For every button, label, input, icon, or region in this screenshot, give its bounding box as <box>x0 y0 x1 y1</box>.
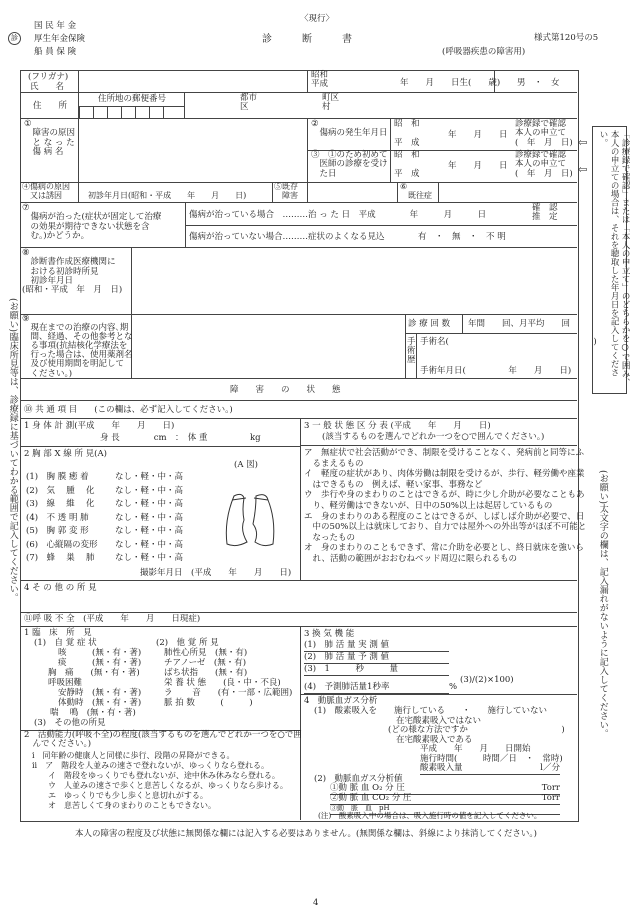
general-status-option[interactable]: エ 身のまわりのある程度のことはできるが、しばしば介助が必要で、日 中の50%以上は就床しており、自力では屋外への外出等がほぼ不可能と なったもの <box>304 511 587 543</box>
cause-label: ④傷病の原因 又は誘因 <box>22 182 70 200</box>
first-visit-label: ③ ①のため初めて 医師の診療を受け た日 <box>311 150 388 179</box>
disability-status-heading: 障 害 の 状 態 <box>230 385 341 395</box>
activity-level-option[interactable]: ウ 人並みの速さで歩くと息苦しくなるが、ゆっくりなら歩ける。 <box>32 781 288 790</box>
insurance-1: 国 民 年 金 <box>34 21 77 31</box>
activity-level-option[interactable]: ii ア 階段を人並みの速さで登れないが、ゆっくりなら登れる。 <box>32 761 270 770</box>
hours-field[interactable]: 施行時間( 時間／日 ・ 常時) <box>420 753 563 764</box>
date-of-birth[interactable]: 年 月 日生( 歳) <box>400 78 501 88</box>
xray-item-label: (3) 線 維 化 <box>26 499 95 509</box>
surgery-name[interactable]: 手術名( ) <box>420 337 597 347</box>
lung-diagram <box>222 490 278 552</box>
onset-date-label: ② 傷病の発生年月日 <box>311 119 388 139</box>
activity-level-option[interactable]: オ 息苦しくて身のまわりのこともできない。 <box>32 801 216 810</box>
flow-unit: l／分 <box>540 763 560 773</box>
xray-heading: 2 胸 部 X 線 所 見(A) <box>24 449 107 459</box>
pao2-label: ①動 脈 血 O₂ 分 圧 <box>330 783 405 793</box>
oxygen-inhalation-options[interactable]: (1) 酸素吸入を 施行している ・ 施行していない <box>314 706 548 716</box>
abg-heading: 4 動脈血ガス分析 <box>304 696 378 706</box>
xray-grade-options[interactable]: なし・軽・中・高 <box>115 526 184 536</box>
confirm-note: 「診療録で確認」または「本人の申立て」のどちらかを○で囲み、本人の申立ての場合は、それを聴取した年月日を記入してください。 <box>598 130 630 387</box>
xray-item-label: (2) 気 腫 化 <box>26 485 95 496</box>
footer-note: 本人の障害の程度及び状態に無関係な欄には記入する必要はありません。(無関係な欄は、斜線により抹消してください。) <box>75 829 537 839</box>
method-field[interactable]: (どの様な方法ですか ) <box>388 725 565 735</box>
existing-disability-label: ⑤既存 障害 <box>274 182 298 200</box>
arrow-left-icon: ⇦ <box>578 163 588 176</box>
paco2-field[interactable] <box>330 794 560 805</box>
subjective-symptom-item[interactable]: 喘 鳴 (無・有・著) <box>50 708 136 718</box>
surgery-history-label: 手 術 歴 <box>407 337 416 365</box>
objective-findings-label: (2) 他 覚 所 見 <box>156 638 219 648</box>
ventilation-heading: 3 換 気 機 能 <box>304 629 355 639</box>
subjective-symptom-item[interactable]: 呼吸困難 <box>48 678 83 688</box>
not-home-oxygen-option[interactable]: 在宅酸素吸入ではない <box>396 715 482 726</box>
paco2-unit: Torr <box>541 793 560 803</box>
ventilation-item[interactable]: (2) 肺 活 量 予 測 値 <box>304 652 449 664</box>
seal-mark: 診 <box>8 32 21 45</box>
xray-figure-label: (A 図) <box>234 460 258 470</box>
xray-grade-options[interactable]: なし・軽・中・高 <box>115 512 184 523</box>
furigana-label: (フリガナ) <box>28 72 69 82</box>
name-label: 氏 名 <box>30 82 65 92</box>
first-visit-confirm-options[interactable]: 診療録で確認 本人の申立て ( 年 月 日) <box>515 150 573 179</box>
page-number: 4 <box>313 898 319 908</box>
activity-level-option[interactable]: イ 階段をゆっくりでも登れないが、途中休み休みなら登れる。 <box>32 771 280 780</box>
initial-visit-date[interactable]: 初診年月日(昭和・平成 年 月 日) <box>88 191 247 200</box>
ventilation-item[interactable]: (3) 1 秒 量 <box>304 664 449 676</box>
cured-question-label: ⑦ 傷病が治った(症状が固定して治療 の効果が期待できない状態を含 む。)かどうか。 <box>22 203 162 242</box>
name-field[interactable] <box>80 72 305 90</box>
form-subtitle: (呼吸器疾患の障害用) <box>442 47 526 57</box>
ph-label: ③動 脈 血 pH <box>330 804 390 812</box>
form-number: 様式第120号の5 <box>534 33 599 43</box>
city-label: 都市 区 <box>240 93 258 113</box>
xray-grade-options[interactable]: なし・軽・中・高 <box>115 539 184 550</box>
first-visit-date[interactable]: 年 月 日 <box>448 161 508 171</box>
respiratory-failure-heading: ⑪呼 吸 不 全 (平成 年 月 日現症) <box>24 614 201 624</box>
arrow-left-icon: ⇦ <box>578 136 588 149</box>
other-findings-label: 4 そ の 他 の 所 見 <box>24 583 97 593</box>
ventilation-item[interactable]: (1) 肺 活 量 実 測 値 <box>304 640 449 652</box>
subjective-symptom-item[interactable]: 安静時 (無・有・著) <box>58 688 142 698</box>
xray-grade-options[interactable]: なし・軽・中・高 <box>115 472 184 482</box>
form-title: 診 断 書 <box>262 34 352 45</box>
cause-disease-label: ① 障害の原因 と な っ た 傷 病 名 <box>24 119 76 158</box>
postal-label: 住所地の郵便番号 <box>98 94 167 104</box>
insurance-2: 厚生年金保険 <box>34 34 86 44</box>
xray-item-label: (6) 心縦隔の変形 <box>26 539 98 550</box>
xray-item-label: (4) 不 透 明 肺 <box>26 512 89 523</box>
paco2-label: ②動 脈 血 CO₂ 分 圧 <box>330 793 412 803</box>
visit-count-label: 診 療 回 数 <box>408 319 451 329</box>
onset-era: 昭 和 平 成 <box>394 119 420 148</box>
activity-level-option[interactable]: i 同年齢の健康人と同様に歩行、段階の昇降ができる。 <box>32 751 235 760</box>
objective-finding-item[interactable]: 脈 拍 数 ( ) <box>164 698 253 708</box>
height-weight[interactable]: 身 長 cm ： 体 重 kg <box>100 433 261 443</box>
confirm-estimate-options[interactable]: 確 認 推 定 <box>532 203 558 223</box>
start-date[interactable]: 平成 年 月 日開始 <box>420 744 531 754</box>
left-request-note: (お願い)臨床所見等は、診療録に基づいてわかる範囲で記入してください。 <box>7 298 18 603</box>
objective-finding-item[interactable]: 肺性心所見 (無・有) <box>164 648 248 658</box>
first-visit-era: 昭 和 平 成 <box>394 150 420 179</box>
era-label: 昭和 平成 <box>311 70 329 90</box>
general-status-option[interactable]: ア 無症状で社会活動ができ、制限を受けることなく、発病前と同等にふ るまえるもの <box>304 448 584 469</box>
past-illness-label: ⑥ 既往症 <box>400 182 432 200</box>
initial-findings-label: ⑧ 診断書作成医療機関に おける初診時所見 初診年月日 (昭和・平成 年 月 日) <box>22 248 123 296</box>
activity-heading: 2 活動能力(呼吸不全)の程度(該当するものを選んでどれか一つを○で囲 んでください。) <box>24 730 302 750</box>
treatment-label: ⑨ 現在までの治療の内容､期 間、経過、その他参考とな る事項(抗結核化学療法を 行った場合は、使用薬剤名 及び使用期間を明記して ください。) <box>22 314 133 379</box>
flow-label: 酸素吸入量 <box>420 763 463 773</box>
abg-note: (注) 酸素吸入中の場合は、吸入施行時の値を記入してください。 <box>318 811 542 820</box>
onset-confirm-options[interactable]: 診療録で確認 本人の申立て ( 年 月 日) <box>515 119 573 148</box>
general-status-option[interactable]: ウ 歩行や身のまわりのことはできるが、時に少し介助が必要なこともあ り、軽労働はできないが、日中の50%以上は起居しているもの <box>304 490 585 512</box>
activity-level-option[interactable]: エ ゆっくりでも少し歩くと息切れがする。 <box>32 791 208 800</box>
subjective-symptom-item[interactable]: 咳 (無・有・著) <box>58 648 142 658</box>
ratio-formula: (3)/(2)×100) <box>460 675 514 685</box>
objective-finding-item[interactable]: ばち状指 (無・有) <box>164 668 248 678</box>
xray-item-label: (1) 胸 膜 癒 着 <box>26 472 89 482</box>
objective-finding-item[interactable]: 栄 養 状 態 (良・中・不良) <box>164 678 281 688</box>
pao2-unit: Torr <box>541 783 560 793</box>
subjective-symptom-item[interactable]: 体動時 (無・有・著) <box>58 698 142 708</box>
gender-select[interactable]: 男 ・ 女 <box>517 78 560 88</box>
right-request-note: (お願い)太文字の欄は、記入漏れがないように記入してください。 <box>597 470 608 739</box>
cured-option[interactable]: 傷病が治っている場合 ………治 っ た 日 平成 年 月 日 <box>189 210 487 220</box>
objective-finding-item[interactable]: チアノーゼ (無・有) <box>164 658 247 668</box>
xray-grade-options[interactable]: なし・軽・中・高 <box>115 499 184 509</box>
clinical-findings-heading: 1 臨 床 所 見 <box>24 628 92 638</box>
surgery-date[interactable]: 手術年月日( 年 月 日) <box>420 366 572 376</box>
other-clinical-label: (3) その他の所見 <box>34 718 106 728</box>
objective-finding-item[interactable]: ラ 音 (有・一部・広範囲) <box>164 688 293 698</box>
xray-item-label: (7) 蜂 巣 肺 <box>26 553 95 563</box>
subjective-symptom-item[interactable]: 痰 (無・有・著) <box>58 658 142 668</box>
general-status-option[interactable]: オ 身のまわりのこともできず、常に介助を必要とし、終日就床を強いら れ、活動の範囲がおおむねベッド周辺に限られるもの <box>304 543 584 565</box>
address-label: 住 所 <box>33 101 68 111</box>
not-cured-option: 傷病が治っていない場合………症状のよくなる見込 <box>189 232 385 242</box>
xray-item-label: (5) 胸 郭 変 形 <box>26 526 89 536</box>
xray-date[interactable]: 撮影年月日 (平成 年 月 日) <box>140 568 292 578</box>
onset-date[interactable]: 年 月 日 <box>448 130 508 140</box>
xray-grade-options[interactable]: なし・軽・中・高 <box>115 553 184 563</box>
general-status-note: (該当するものを選んでどれか一つを○で囲んでください。) <box>322 432 545 442</box>
town-label: 町区 村 <box>322 93 340 113</box>
general-status-heading: 3 一 般 状 態 区 分 表 (平成 年 月 日) <box>304 421 491 431</box>
outlook-options[interactable]: 有 ・ 無 ・ 不 明 <box>418 232 506 242</box>
flow-field[interactable] <box>420 764 560 775</box>
subjective-symptom-item[interactable]: 胸 痛 (無・有・著) <box>48 668 140 678</box>
ventilation-item[interactable]: (4) 予測肺活量1秒率 % <box>304 682 458 692</box>
common-items-heading: ⑩ 共 通 項 目 (この欄は、必ず記入してください。) <box>24 405 233 415</box>
visit-count-value[interactable]: 年間 回、月平均 回 <box>468 319 571 329</box>
general-status-option[interactable]: イ 軽度の症状があり、肉体労働は制限を受けるが、歩行、軽労働や座業 はできるもの 例えば、軽い家事、事務など <box>304 469 585 490</box>
confirm-note-box <box>592 126 630 394</box>
abg-values-heading: (2) 動脈血ガス分析値 <box>314 773 403 784</box>
subjective-symptoms-label: (1) 自 覚 症 状 <box>34 638 97 648</box>
body-measurement-label: 1 身 体 計 測(平成 年 月 日) <box>24 421 175 431</box>
xray-grade-options[interactable]: なし・軽・中・高 <box>115 485 184 496</box>
current-label: 〈現行〉 <box>300 14 335 24</box>
insurance-3: 船 員 保 険 <box>34 47 77 57</box>
home-oxygen-option[interactable]: 在宅酸素吸入である <box>396 734 473 745</box>
